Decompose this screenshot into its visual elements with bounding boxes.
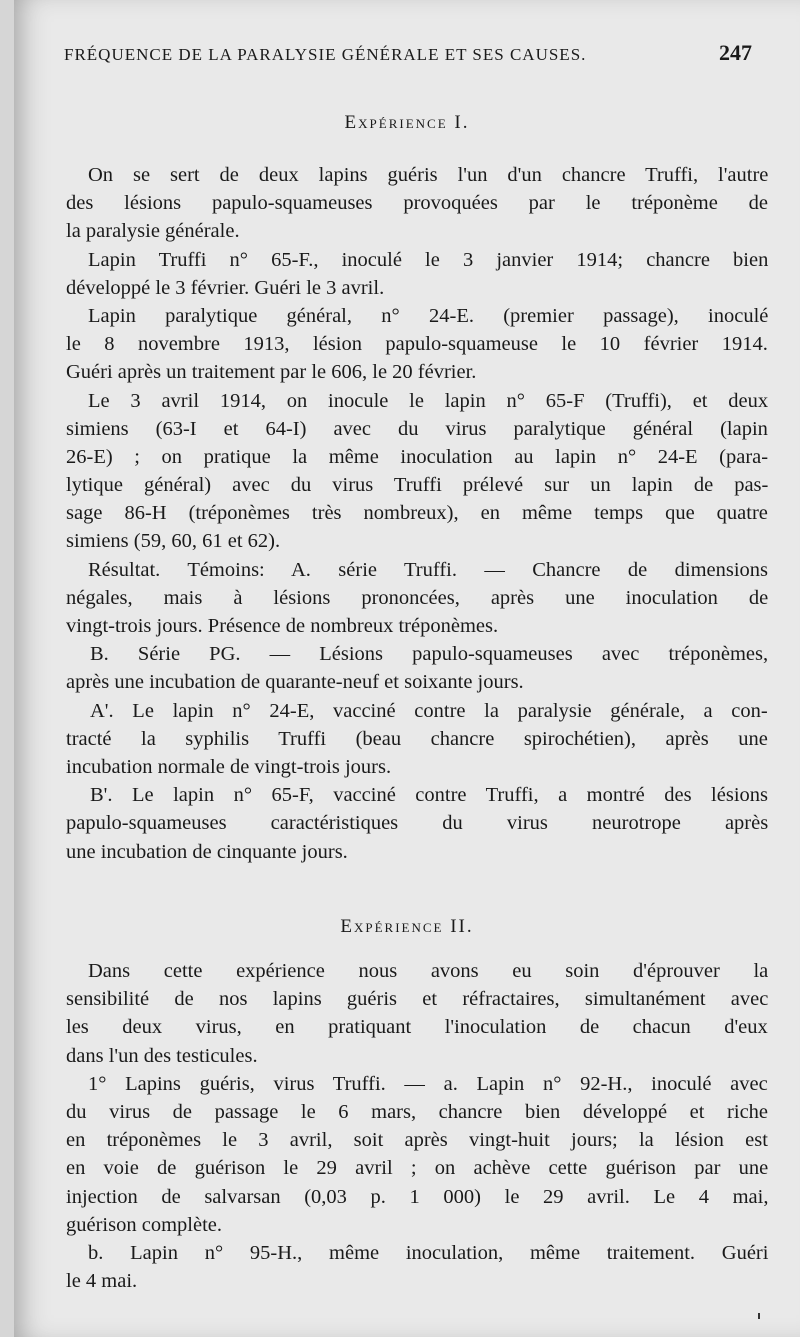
experience-2-body (66, 957, 768, 1295)
page-number: 247 (719, 40, 752, 65)
experience-1-heading (14, 112, 800, 134)
experience-1-heading-text: Expérience I. (344, 112, 470, 133)
book-page (14, 0, 800, 1337)
text-line: incubation normale de vingt-trois jours. (66, 755, 392, 778)
text-line: papulo-squameuses caractéristiques du virus neurotrope après (66, 812, 769, 835)
text-line: en voie de guérison le 29 avril ; on achève cette guérison par une (66, 1157, 769, 1180)
text-line: négales, mais à lésions prononcées, après une inoculation de (66, 586, 769, 609)
text-line: la paralysie générale. (66, 220, 240, 243)
experience-2-heading-text: Expérience II. (340, 916, 474, 937)
print-speck (758, 1313, 760, 1319)
text-line: sensibilité de nos lapins guéris et réfractaires, simultanément avec (66, 988, 769, 1011)
text-line: les deux virus, en pratiquant l'inoculation de chacun d'eux (66, 1016, 768, 1039)
text-line: Lapin Truffi n° 65-F., inoculé le 3 janvier 1914; chancre bien (88, 248, 769, 271)
text-line: des lésions papulo-squameuses provoquées par le tréponème de (66, 192, 769, 215)
experience-1-body (66, 161, 768, 866)
text-line: tracté la syphilis Truffi (beau chancre spirochétien), après une (66, 727, 768, 750)
text-line: 26-E) ; on pratique la même inoculation au lapin n° 24-E (para- (66, 445, 769, 468)
text-line: en tréponèmes le 3 avril, soit après vingt-huit jours; la lésion est (66, 1129, 768, 1152)
text-line: Lapin paralytique général, n° 24-E. (premier passage), inoculé (88, 304, 769, 327)
text-line: le 8 novembre 1913, lésion papulo-squameuse le 10 février 1914. (66, 333, 768, 356)
running-header (64, 40, 752, 66)
text-line: Résultat. Témoins: A. série Truffi. — Chancre de dimensions (88, 558, 769, 581)
text-line: A'. Le lapin n° 24-E, vacciné contre la paralysie générale, a con- (90, 699, 768, 722)
text-line: dans l'un des testicules. (66, 1044, 258, 1067)
text-line: après une incubation de quarante-neuf et soixante jours. (66, 671, 524, 694)
running-title: FRÉQUENCE DE LA PARALYSIE GÉNÉRALE ET SES CAUSES. (64, 45, 587, 64)
text-line: injection de salvarsan (0,03 p. 1 000) le 29 avril. Le 4 mai, (66, 1185, 769, 1208)
text-line: simiens (63-I et 64-I) avec du virus paralytique général (lapin (66, 417, 768, 440)
text-line: une incubation de cinquante jours. (66, 840, 348, 863)
text-line: B'. Le lapin n° 65-F, vacciné contre Truffi, a montré des lésions (90, 784, 768, 807)
text-line: 1° Lapins guéris, virus Truffi. — a. Lapin n° 92-H., inoculé avec (88, 1072, 768, 1095)
text-line: simiens (59, 60, 61 et 62). (66, 530, 281, 553)
text-line: lytique général) avec du virus Truffi prélevé sur un lapin de pas- (66, 474, 769, 497)
text-line: sage 86-H (tréponèmes très nombreux), en même temps que quatre (66, 502, 768, 525)
text-line: vingt-trois jours. Présence de nombreux tréponèmes. (66, 615, 499, 637)
text-line: Dans cette expérience nous avons eu soin d'éprouver la (88, 960, 769, 982)
text-line: Guéri après un traitement par le 606, le 20 février. (66, 361, 477, 384)
text-line: le 4 mai. (66, 1270, 138, 1293)
experience-2-heading (14, 916, 800, 938)
text-line: guérison complète. (66, 1213, 222, 1236)
text-line: du virus de passage le 6 mars, chancre bien développé et riche (66, 1100, 769, 1123)
text-line: développé le 3 février. Guéri le 3 avril. (66, 276, 385, 299)
text-line: On se sert de deux lapins guéris l'un d'un chancre Truffi, l'autre (88, 164, 769, 186)
text-line: b. Lapin n° 95-H., même inoculation, même traitement. Guéri (88, 1241, 769, 1264)
text-line: B. Série PG. — Lésions papulo-squameuses avec tréponèmes, (90, 643, 769, 666)
text-line: Le 3 avril 1914, on inocule le lapin n° 65-F (Truffi), et deux (88, 389, 769, 412)
